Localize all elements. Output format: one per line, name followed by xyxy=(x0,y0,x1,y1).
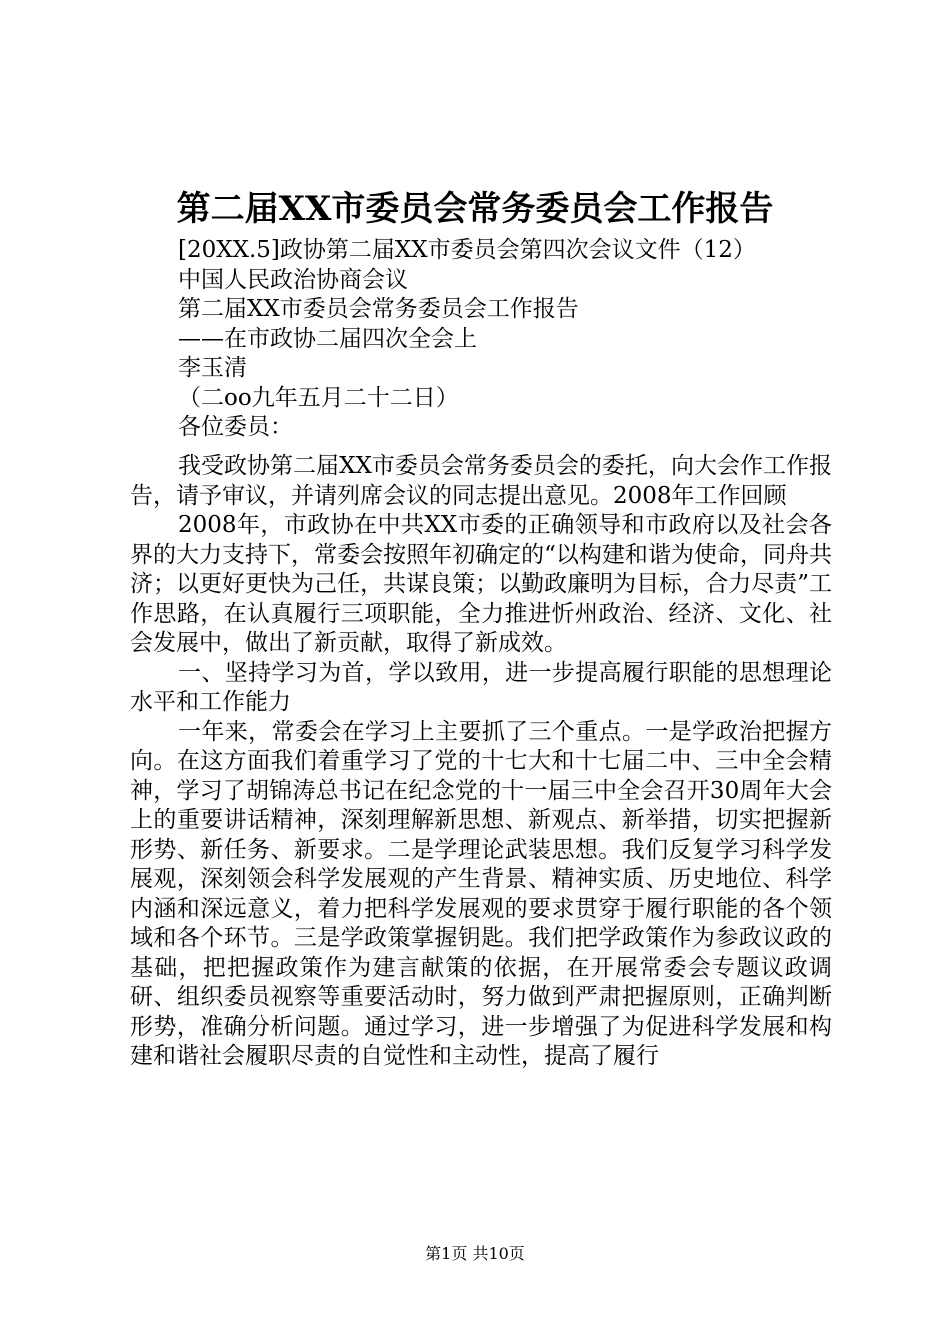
document-title: 第二届XX市委员会常务委员会工作报告 xyxy=(176,189,774,229)
body-paragraph: 2008年，市政协在中共XX市委的正确领导和市政府以及社会各界的大力支持下，常委会按照年初确定的“以构建和谐为使命，同舟共济；以更好更快为己任，共谋良策；以勤政廉明为目标，合力尽责”工作思路，在认真履行三项职能，全力推进忻州政治、经济、文化、社会发展中，做出了新贡献，取得了新成效。 xyxy=(130,512,832,656)
header-line-occasion: ——在市政协二届四次全会上 xyxy=(178,325,477,352)
document-body xyxy=(130,452,832,1072)
body-paragraph: 我受政协第二届XX市委员会常务委员会的委托，向大会作工作报告，请予审议，并请列席会议的同志提出意见。2008年工作回顾 xyxy=(130,453,832,509)
header-line-file-number: [20XX.5]政协第二届XX市委员会第四次会议文件（12） xyxy=(178,237,756,263)
document-header xyxy=(178,236,878,443)
header-line-organization: 中国人民政治协商会议 xyxy=(178,266,408,293)
header-line-date: （二oo九年五月二十二日） xyxy=(178,384,459,411)
body-paragraph: 一年来，常委会在学习上主要抓了三个重点。一是学政治把握方向。在这方面我们着重学习了党的十七大和十七届二中、三中全会精神，学习了胡锦涛总书记在纪念党的十一届三中全会召开30周年大会上的重要讲话精神，深刻理解新思想、新观点、新举措，切实把握新形势、新任务、新要求。二是学理论武装思想。我们反复学习科学发展观，深刻领会科学发展观的产生背景、精神实质、历史地位、科学内涵和深远意义，着力把科学发展观的要求贯穿于履行职能的各个领域和各个环节。三是学政策掌握钥匙。我们把学政策作为参政议政的基础，把把握政策作为建言献策的依据，在开展常委会专题议政调研、组织委员视察等重要活动时，努力做到严肃把握原则，正确判断形势，准确分析问题。通过学习，进一步增强了为促进科学发展和构建和谐社会履职尽责的自觉性和主动性，提高了履行 xyxy=(130,718,832,1069)
header-line-author: 李玉清 xyxy=(178,355,247,381)
header-line-salutation: 各位委员： xyxy=(178,414,293,440)
section-heading: 一、坚持学习为首，学以致用，进一步提高履行职能的思想理论水平和工作能力 xyxy=(130,659,832,715)
page-footer: 第1页 共10页 xyxy=(425,1244,525,1263)
header-line-report-name: 第二届XX市委员会常务委员会工作报告 xyxy=(178,296,579,322)
